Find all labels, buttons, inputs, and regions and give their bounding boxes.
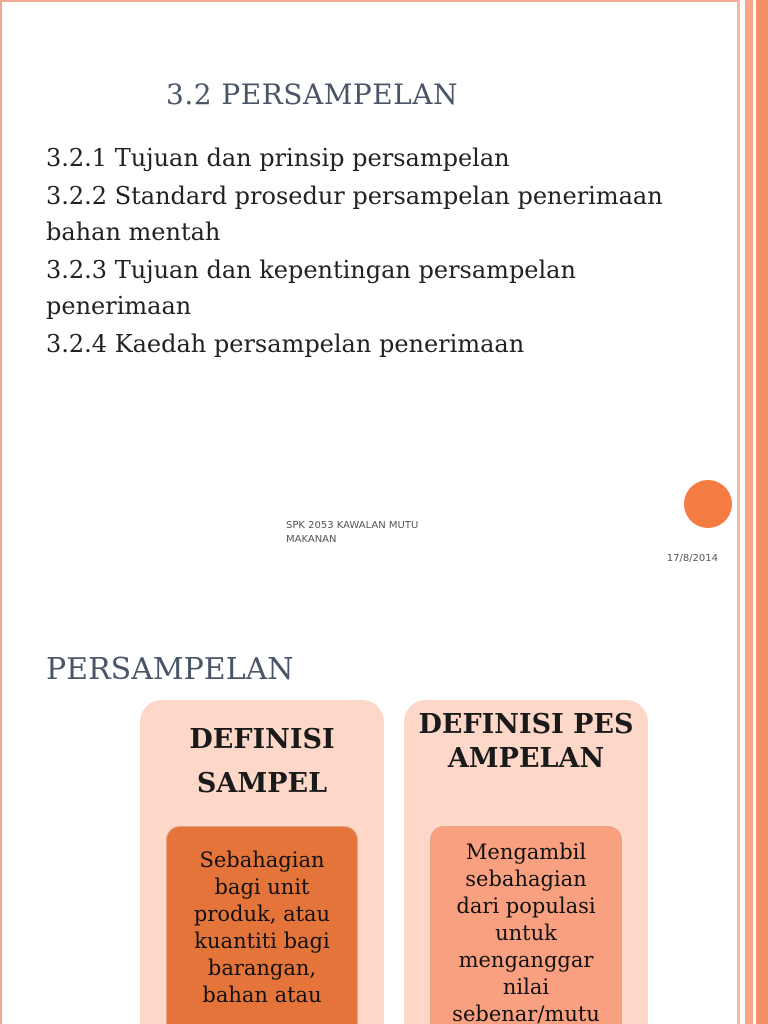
panel-body-line: menganggar xyxy=(458,948,594,972)
panel-body xyxy=(166,826,358,1024)
bullet-item: 3.2.2 Standard prosedur persampelan penerimaan bahan mentah xyxy=(46,182,663,246)
decor-bar-thin xyxy=(737,608,740,1024)
footer-course-line-1: SPK 2053 KAWALAN MUTU xyxy=(286,520,419,531)
panel-body-line: bagi unit xyxy=(214,875,310,899)
panel-body-line: Mengambil xyxy=(465,840,587,864)
slide-2 xyxy=(0,608,768,1024)
bullet-list xyxy=(46,140,726,364)
panel-body-line: nilai xyxy=(502,975,550,999)
decor-circle xyxy=(684,480,732,528)
left-border-line xyxy=(0,0,2,608)
top-border-line xyxy=(0,0,737,2)
slide-1-title: 3.2 PERSAMPELAN xyxy=(166,78,458,111)
decor-bar-wide xyxy=(756,608,768,1024)
bullet-item: 3.2.4 Kaedah persampelan penerimaan xyxy=(46,330,525,358)
footer-date: 17/8/2014 xyxy=(666,553,718,564)
panel-body-line: produk, atau xyxy=(193,902,331,926)
panel-definisi-pesampelan xyxy=(404,700,648,1024)
panel-definisi-sampel xyxy=(140,700,384,1024)
decor-bar-medium xyxy=(745,0,753,608)
decor-bar-wide xyxy=(756,0,768,608)
panel-heading: DEFINISI SAMPEL xyxy=(189,724,335,799)
panel-body-line: sebahagian xyxy=(465,867,587,891)
bullet-item: 3.2.3 Tujuan dan kepentingan persampelan penerimaan xyxy=(46,256,576,320)
panel-body xyxy=(430,826,622,1024)
panel-body-line: Sebahagian xyxy=(199,848,325,872)
footer-course xyxy=(286,519,486,547)
left-border-line xyxy=(0,608,2,1024)
decor-bar-medium xyxy=(745,608,753,1024)
panel-body-line: sebenar/mutu xyxy=(452,1002,600,1024)
panel-body-line: kuantiti bagi xyxy=(194,929,330,953)
slide-2-title: PERSAMPELAN xyxy=(46,652,294,687)
panel-body-line: barangan, xyxy=(207,956,317,980)
bullet-item: 3.2.1 Tujuan dan prinsip persampelan xyxy=(46,144,510,172)
panel-body-line: dari populasi xyxy=(456,894,596,918)
decor-bar-thin xyxy=(737,0,740,608)
panel-body-line: bahan atau xyxy=(202,983,322,1007)
panel-body-line: untuk xyxy=(495,921,557,945)
panel-heading: DEFINISI PESAMPELAN xyxy=(418,709,634,774)
footer-course-line-2: MAKANAN xyxy=(286,534,337,545)
